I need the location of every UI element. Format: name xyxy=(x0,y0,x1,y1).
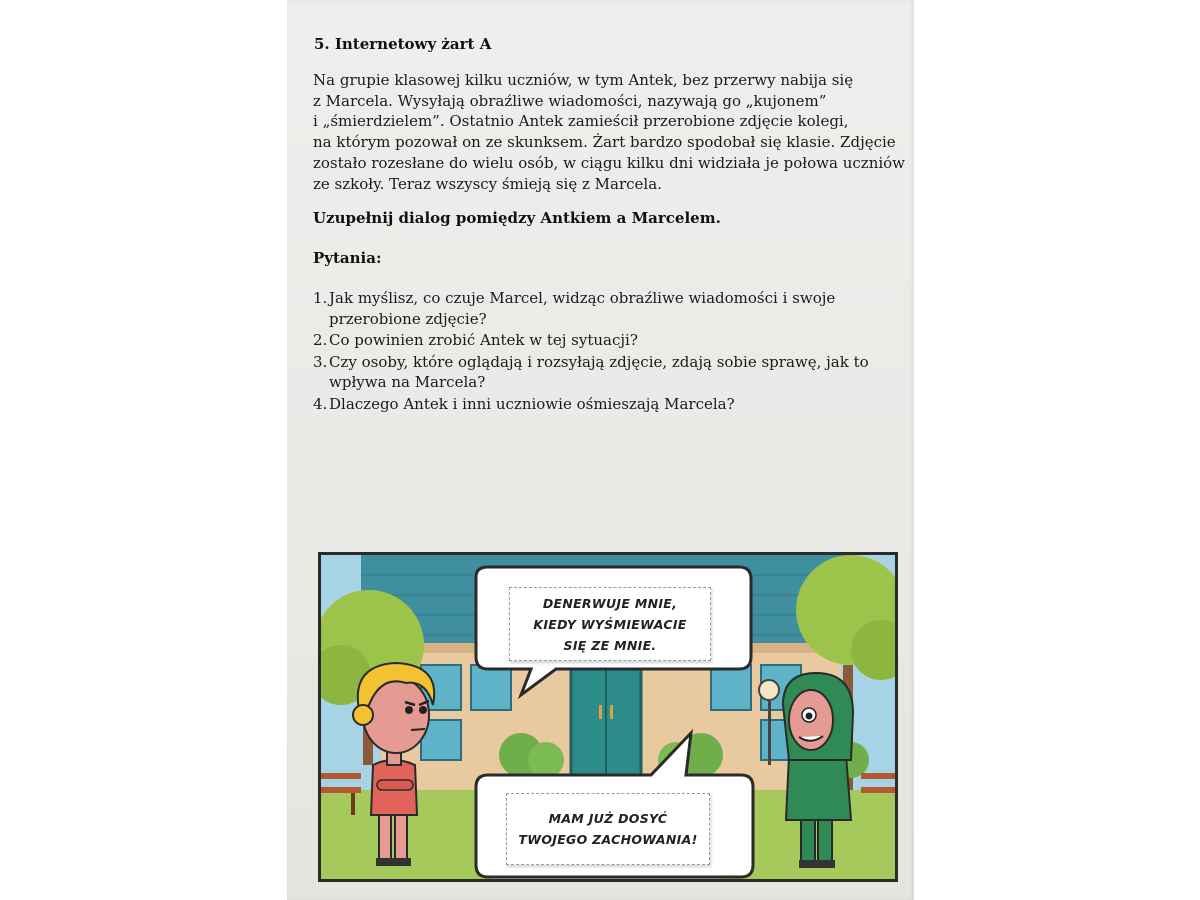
question-text: Czy osoby, które oglądają i rozsyłają zdjęcie, zdają sobie sprawę, jak to wpływa na Marcela? xyxy=(329,352,869,391)
paragraph-line: z Marcela. Wysyłają obraźliwe wiadomości, nazywają go „kujonem” xyxy=(313,91,827,110)
dialog-instruction: Uzupełnij dialog pomiędzy Antkiem a Marcelem. xyxy=(313,209,721,227)
question-number: 1. xyxy=(313,289,328,307)
question-number: 3. xyxy=(313,352,328,371)
paragraph-line: i „śmierdzielem”. Ostatnio Antek zamieścił przerobione zdjęcie kolegi, xyxy=(313,112,849,131)
question-number: 4. xyxy=(313,394,328,413)
questions-list xyxy=(313,288,903,415)
paragraph-line: zostało rozesłane do wielu osób, w ciągu kilku dni widziała je połowa uczniów xyxy=(313,153,906,172)
comic-illustration xyxy=(318,552,898,882)
bubble-bottom-note xyxy=(506,793,710,865)
bubble-top-text: DENERWUJE MNIE, KIEDY WYŚMIEWACIE SIĘ ZE MNIE. xyxy=(533,595,687,653)
question-text: Dlaczego Antek i inni uczniowie ośmieszają Marcela? xyxy=(329,394,735,413)
worksheet-title: 5. Internetowy żart A xyxy=(314,35,492,53)
paragraph-line: ze szkoły. Teraz wszyscy śmieją się z Marcela. xyxy=(313,174,662,193)
question-item xyxy=(313,330,903,351)
bubble-top-note xyxy=(509,587,711,661)
bubble-bottom-text: MAM JUŻ DOSYĆ TWOJEGO ZACHOWANIA! xyxy=(518,811,698,847)
question-number: 2. xyxy=(313,331,328,349)
paragraph-line: Na grupie klasowej kilku uczniów, w tym Antek, bez przerwy nabija się xyxy=(313,71,854,89)
clock-icon xyxy=(759,680,779,700)
question-item xyxy=(313,352,903,393)
question-item xyxy=(313,288,903,329)
question-item xyxy=(313,394,903,415)
questions-heading: Pytania: xyxy=(313,249,382,267)
question-text: Jak myślisz, co czuje Marcel, widząc obraźliwe wiadomości i swoje przerobione zdjęcie? xyxy=(329,289,836,328)
question-text: Co powinien zrobić Antek w tej sytuacji? xyxy=(329,331,638,349)
story-paragraph xyxy=(313,70,906,194)
worksheet-page xyxy=(287,0,914,900)
paragraph-line: na którym pozował on ze skunksem. Żart bardzo spodobał się klasie. Zdjęcie xyxy=(313,133,896,152)
